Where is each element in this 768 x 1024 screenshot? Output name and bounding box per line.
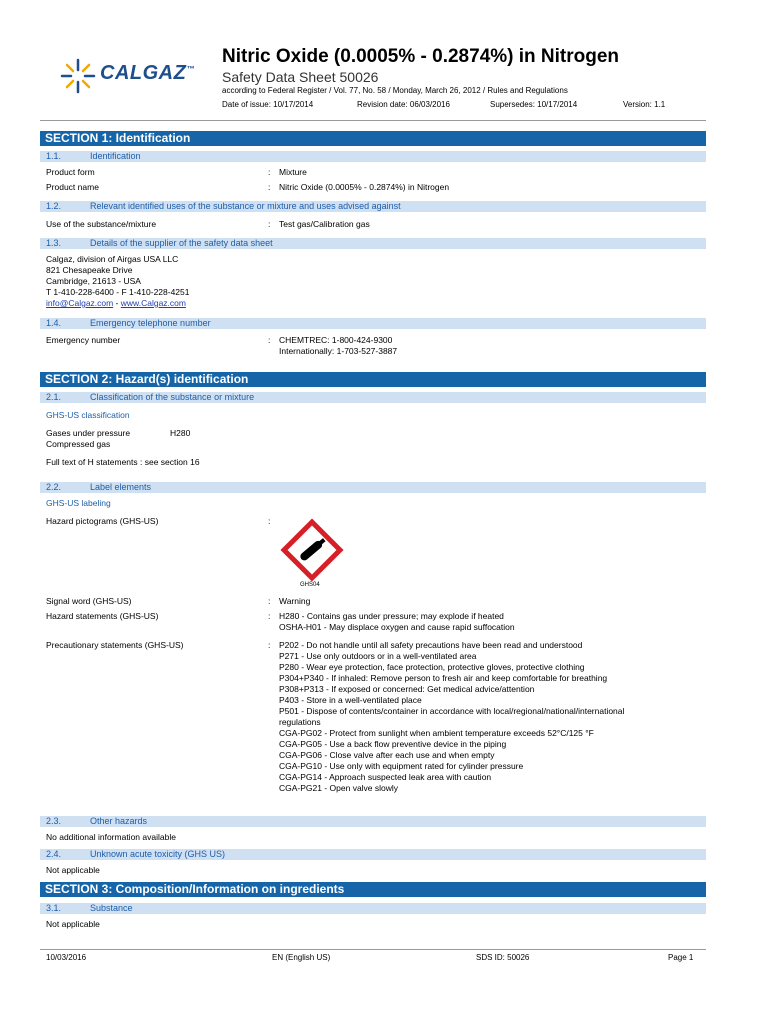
date-of-issue: Date of issue: 10/17/2014 bbox=[222, 100, 314, 109]
colon: : bbox=[268, 611, 271, 621]
precautionary-statement: P304+P340 - If inhaled: Remove person to fresh air and keep comfortable for breathing bbox=[279, 673, 608, 683]
supplier-line-1: Calgaz, division of Airgas USA LLC bbox=[46, 254, 179, 264]
hazard-pictograms-label: Hazard pictograms (GHS-US) bbox=[46, 516, 159, 526]
unknown-toxicity-value: Not applicable bbox=[46, 865, 100, 875]
gas-cylinder-pictogram-icon bbox=[276, 514, 348, 584]
precautionary-statement: CGA-PG14 - Approach suspected leak area with caution bbox=[279, 772, 492, 782]
footer-sds-id: SDS ID: 50026 bbox=[476, 953, 530, 962]
signal-word-value: Warning bbox=[279, 596, 311, 606]
gas-under-pressure-label: Gases under pressure bbox=[46, 428, 131, 438]
supplier-line-4: T 1-410-228-6400 - F 1-410-228-4251 bbox=[46, 287, 190, 297]
use-label: Use of the substance/mixture bbox=[46, 219, 157, 229]
emergency-label: Emergency number bbox=[46, 335, 121, 345]
other-hazards-value: No additional information available bbox=[46, 832, 176, 842]
product-name-value: Nitric Oxide (0.0005% - 0.2874%) in Nitrogen bbox=[279, 182, 450, 192]
colon: : bbox=[268, 182, 271, 192]
subsection-3-1: 3.1. Substance bbox=[40, 903, 706, 914]
substance-value: Not applicable bbox=[46, 919, 100, 929]
precautionary-statement: P501 - Dispose of contents/container in accordance with local/regional/national/international bbox=[279, 706, 625, 716]
footer-page: Page 1 bbox=[668, 953, 694, 962]
subsection-2-4: 2.4. Unknown acute toxicity (GHS US) bbox=[40, 849, 706, 860]
precautionary-statement: CGA-PG05 - Use a back flow preventive device in the piping bbox=[279, 739, 507, 749]
colon: : bbox=[268, 167, 271, 177]
emergency-number-2: Internationally: 1-703-527-3887 bbox=[279, 346, 398, 356]
subsection-1-3: 1.3. Details of the supplier of the safety data sheet bbox=[40, 238, 706, 249]
precautionary-statement: regulations bbox=[279, 717, 321, 727]
section-2-header: SECTION 2: Hazard(s) identification bbox=[40, 372, 706, 387]
hazard-statement-2: OSHA-H01 - May displace oxygen and cause rapid suffocation bbox=[279, 622, 515, 632]
colon: : bbox=[268, 640, 271, 650]
precautionary-statement: CGA-PG21 - Open valve slowly bbox=[279, 783, 399, 793]
colon: : bbox=[268, 335, 271, 345]
footer-language: EN (English US) bbox=[272, 953, 331, 962]
supplier-links: info@Calgaz.com - www.Calgaz.com bbox=[46, 298, 186, 308]
precautionary-statement: P271 - Use only outdoors or in a well-ventilated area bbox=[279, 651, 477, 661]
footer-divider bbox=[40, 949, 706, 950]
regulation-note: according to Federal Register / Vol. 77, No. 58 / Monday, March 26, 2012 / Rules and Regulations bbox=[222, 86, 568, 95]
use-value: Test gas/Calibration gas bbox=[279, 219, 370, 229]
logo-text: CALGAZ™ bbox=[100, 62, 195, 84]
product-form-label: Product form bbox=[46, 167, 95, 177]
product-form-value: Mixture bbox=[279, 167, 307, 177]
emergency-number-1: CHEMTREC: 1-800-424-9300 bbox=[279, 335, 393, 345]
precautionary-statement: CGA-PG06 - Close valve after each use and when empty bbox=[279, 750, 495, 760]
supplier-line-3: Cambridge, 21613 - USA bbox=[46, 276, 141, 286]
ghs-classification-heading: GHS-US classification bbox=[46, 410, 130, 420]
precautionary-statement: P403 - Store in a well-ventilated place bbox=[279, 695, 422, 705]
precautionary-statement: P202 - Do not handle until all safety precautions have been read and understood bbox=[279, 640, 583, 650]
subsection-2-1: 2.1. Classification of the substance or mixture bbox=[40, 392, 706, 403]
precautionary-statements-label: Precautionary statements (GHS-US) bbox=[46, 640, 184, 650]
precautionary-statement: CGA-PG10 - Use only with equipment rated for cylinder pressure bbox=[279, 761, 524, 771]
subsection-2-2: 2.2. Label elements bbox=[40, 482, 706, 493]
website-link[interactable]: www.Calgaz.com bbox=[120, 298, 186, 308]
subsection-1-4: 1.4. Emergency telephone number bbox=[40, 318, 706, 329]
revision-date: Revision date: 06/03/2016 bbox=[357, 100, 450, 109]
supersedes: Supersedes: 10/17/2014 bbox=[490, 100, 578, 109]
document-title: Nitric Oxide (0.0005% - 0.2874%) in Nitrogen bbox=[222, 46, 620, 67]
colon: : bbox=[268, 516, 271, 526]
subsection-1-2: 1.2. Relevant identified uses of the substance or mixture and uses advised against bbox=[40, 201, 706, 212]
pictogram-code: GHS04 bbox=[300, 582, 320, 588]
full-text-note: Full text of H statements : see section 16 bbox=[46, 457, 200, 467]
precautionary-statement: P280 - Wear eye protection, face protection, protective gloves, protective clothing bbox=[279, 662, 585, 672]
colon: : bbox=[268, 219, 271, 229]
logo-star-icon bbox=[58, 56, 98, 96]
version: Version: 1.1 bbox=[623, 100, 666, 109]
compressed-gas-label: Compressed gas bbox=[46, 439, 111, 449]
section-3-header: SECTION 3: Composition/Information on ingredients bbox=[40, 882, 706, 897]
product-name-label: Product name bbox=[46, 182, 99, 192]
precautionary-statement: P308+P313 - If exposed or concerned: Get medical advice/attention bbox=[279, 684, 535, 694]
header-divider bbox=[40, 120, 706, 121]
calgaz-logo bbox=[58, 56, 218, 96]
signal-word-label: Signal word (GHS-US) bbox=[46, 596, 132, 606]
precautionary-statement: CGA-PG02 - Protect from sunlight when ambient temperature exceeds 52°C/125 °F bbox=[279, 728, 594, 738]
footer-date: 10/03/2016 bbox=[46, 953, 87, 962]
colon: : bbox=[268, 596, 271, 606]
subsection-2-3: 2.3. Other hazards bbox=[40, 816, 706, 827]
hazard-statement-1: H280 - Contains gas under pressure; may explode if heated bbox=[279, 611, 504, 621]
ghs-labeling-heading: GHS-US labeling bbox=[46, 498, 111, 508]
subsection-1-1: 1.1. Identification bbox=[40, 151, 706, 162]
section-1-header: SECTION 1: Identification bbox=[40, 131, 706, 146]
hazard-statements-label: Hazard statements (GHS-US) bbox=[46, 611, 159, 621]
document-subtitle: Safety Data Sheet 50026 bbox=[222, 69, 379, 85]
email-link[interactable]: info@Calgaz.com bbox=[46, 298, 114, 308]
gas-hazard-code: H280 bbox=[170, 428, 191, 438]
supplier-line-2: 821 Chesapeake Drive bbox=[46, 265, 133, 275]
